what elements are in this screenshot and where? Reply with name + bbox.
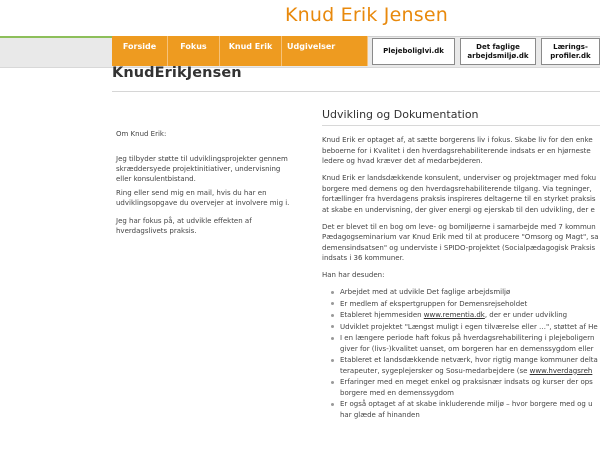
link-plejeboliglvi[interactable]: Plejeboliglvi.dk — [372, 38, 455, 65]
tab-fokus[interactable]: Fokus — [168, 36, 220, 66]
list-item: Arbejdet med at udvikle Det faglige arbejdsmiljø — [340, 287, 600, 298]
sidebar-heading: Om Knud Erik: — [116, 130, 167, 138]
list-item: I en længere periode haft fokus på hverdagsrehabilitering i plejeboligern giver for (livs-)kvalitet uanset, om borgeren har en demenssygdom eller — [340, 333, 600, 354]
list-item: Udviklet projektet "Længst muligt i egen tilværelse eller …", støttet af He — [340, 322, 600, 333]
link-laerings-profiler[interactable]: Lærings-profiler.dk — [541, 38, 600, 65]
site-title: Knud Erik Jensen — [285, 4, 448, 26]
list-item: Etableret et landsdækkende netværk, hvor rigtig mange kommuner delta terapeuter, sygeplejersker og Sosu-medarbejdere (se www.hverdagsreh — [340, 355, 600, 376]
list-item: Er også optaget af at skabe inkluderende miljø – hvor borgere med og u har glæde af hinanden — [340, 399, 600, 420]
list-item: Etableret hjemmesiden www.rementia.dk, der er under udvikling — [340, 310, 600, 321]
sidebar-paragraph: Jeg har fokus på, at udvikle effekten af hverdagslivets praksis. — [116, 217, 252, 235]
consultant-paragraph: Knud Erik er landsdækkende konsulent, underviser og projektmager med foku borgere med demens og den hverdagsrehabiliterende tilgang. Via tegninger, fortællinger fra hverdagens praksis inspireres deltagerne til en styrket praksis at skabe en undervisning, der giver energi og ejerskab til den udvikling, der e — [322, 174, 597, 214]
sidebar-paragraph: Ring eller send mig en mail, hvis du har en udviklingsopgave du overvejer at involvere mig i. — [116, 189, 290, 207]
brand-divider — [112, 91, 600, 92]
content-fade — [322, 441, 600, 450]
list-item: Er medlem af ekspertgruppen for Demensrejseholdet — [340, 299, 600, 310]
book-paragraph: Det er blevet til en bog om leve- og bomiljøerne i samarbejde med 7 kommun Pædagogseminarium var Knud Erik med til at producere "Omsorg og Magt", sa demensindsatsen" og underviste i SPIDO-projektet (Socialpædagogisk Praksis indsats i 36 kommuner. — [322, 222, 599, 262]
heading-divider — [322, 125, 600, 126]
list-intro: Han har desuden: — [322, 271, 385, 279]
list-item: Erfaringer med en meget enkel og praksisnær indsats og kurser der ops borgere med en demenssygdom — [340, 377, 600, 398]
tab-knud-erik[interactable]: Knud Erik — [220, 36, 282, 66]
tab-udgivelser[interactable]: Udgivelser — [282, 36, 368, 66]
main-heading: Udvikling og Dokumentation — [322, 108, 479, 121]
link-det-faglige-arbejdsmiljo[interactable]: Det faglige arbejdsmiljø.dk — [460, 38, 536, 65]
sidebar-paragraph: Jeg tilbyder støtte til udviklingsprojekter gennem skræddersyede projektinitiativer, undervisning eller konsulentbistand. — [116, 155, 288, 183]
achievements-list — [322, 287, 600, 420]
tab-forside[interactable]: Forside — [112, 36, 168, 66]
hverdagsrehabilitering-link[interactable]: www.hverdagsreh — [529, 366, 593, 375]
main-content — [322, 135, 600, 421]
rementia-link[interactable]: www.rementia.dk — [423, 311, 485, 319]
intro-paragraph: Knud Erik er optaget af, at sætte borgerens liv i fokus. Skabe liv for den enke beboerne for i Kvalitet i den hverdagsrehabiliterende indsats er en hjørneste ledere og hvad kræver det af medarbejderen. — [322, 136, 593, 165]
brand-heading: KnudErikJensen — [112, 65, 242, 81]
